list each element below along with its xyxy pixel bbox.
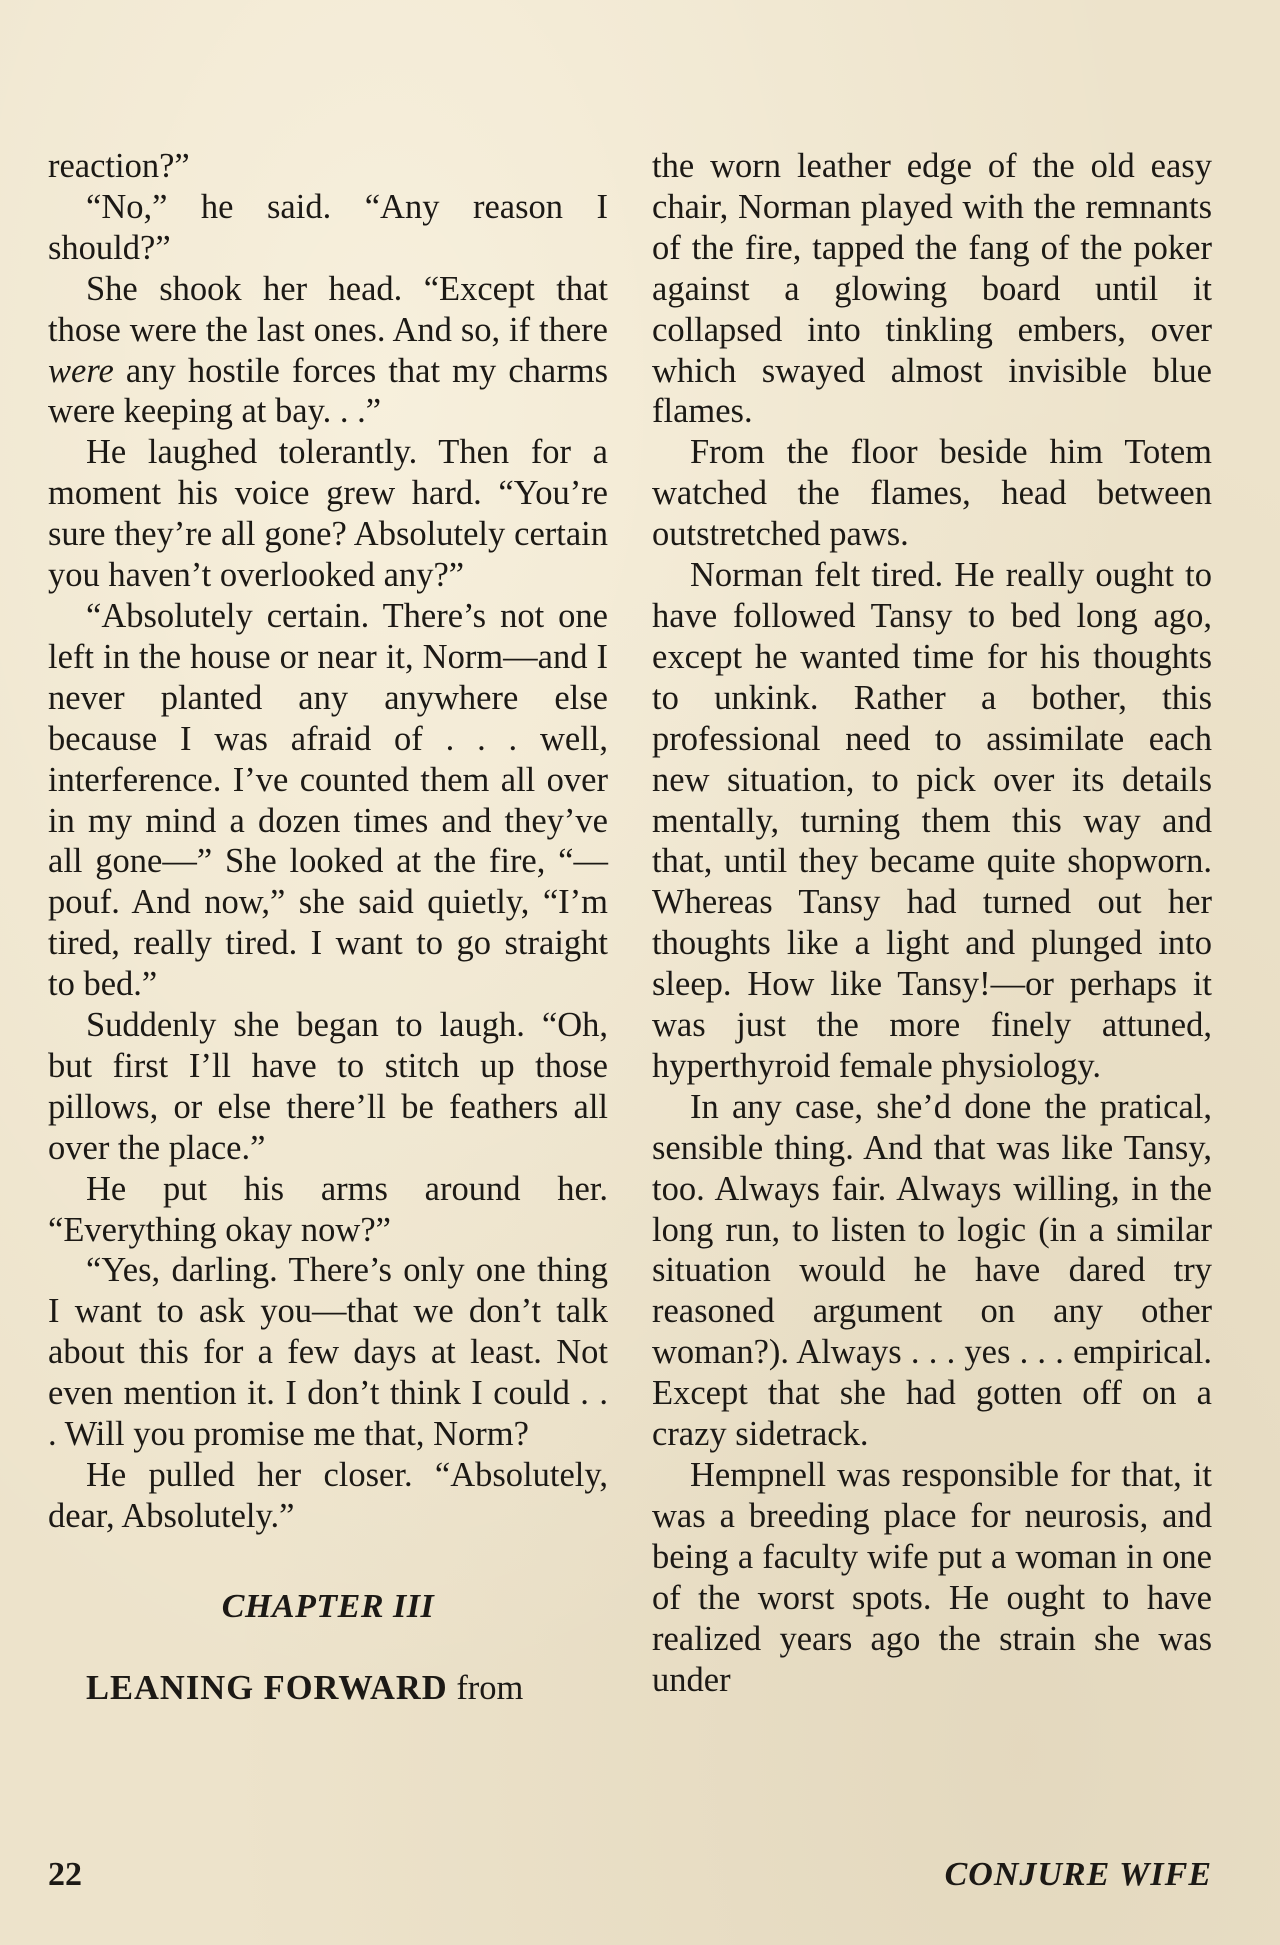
left-column: [48, 146, 608, 1709]
paragraph: In any case, she’d done the pratical, sensible thing. And that was like Tansy, too. Always fair. Always willing, in the long run, to listen to logic (in a similar situation would he have dared try reasoned argument on any other woman?). Always . . . yes . . . empirical. Except that she had gotten off on a crazy sidetrack.: [652, 1087, 1212, 1454]
text-run: She shook her head. “Except that those were the last ones. And so, if there: [48, 269, 608, 349]
text-run: from: [447, 1668, 524, 1707]
chapter-lead-in: LEANING FORWARD: [86, 1668, 448, 1707]
paragraph: “Yes, darling. There’s only one thing I want to ask you—that we don’t talk about this for a few days at least. Not even mention it. I don’t think I could . . . Will you promise me that, Norm?: [48, 1251, 608, 1454]
right-column: [652, 146, 1212, 1700]
running-title: CONJURE WIFE: [944, 1856, 1212, 1893]
paragraph: [48, 1668, 608, 1709]
paragraph: reaction?”: [48, 147, 190, 185]
paragraph: “No,” he said. “Any reason I should?”: [48, 187, 608, 267]
paragraph: “Absolutely certain. There’s not one left in the house or near it, Norm—and I never planted any anywhere else because I was afraid of . . . well, interference. I’ve counted them all over in my mind a dozen times and they’ve all gone—” She looked at the fire, “—pouf. And now,” she said quietly, “I’m tired, really tired. I want to go straight to bed.”: [48, 596, 608, 1004]
paragraph: From the floor beside him Totem watched the flames, head between outstretched paws.: [652, 433, 1212, 554]
paragraph: the worn leather edge of the old easy chair, Norman played with the remnants of the fire, tapped the fang of the poker against a glowing board until it collapsed into tinkling embers, over which swayed almost invisible blue flames.: [652, 147, 1212, 431]
emphasis: were: [48, 351, 114, 390]
paragraph: Hempnell was responsible for that, it was a breeding place for neurosis, and being a faculty wife put a woman in one of the worst spots. He ought to have realized years ago the strain she was under: [652, 1456, 1212, 1699]
paragraph: He put his arms around her. “Everything okay now?”: [48, 1169, 608, 1249]
paragraph: Suddenly she began to laugh. “Oh, but first I’ll have to stitch up those pillows, or else there’ll be feathers all over the place.”: [48, 1006, 608, 1167]
paragraph: [48, 269, 608, 433]
paragraph: He laughed tolerantly. Then for a moment his voice grew hard. “You’re sure they’re all gone? Absolutely certain you haven’t overlooked any?”: [48, 433, 608, 595]
chapter-heading: CHAPTER III: [221, 1587, 435, 1625]
text-run: any hostile forces that my charms were keeping at bay. . .”: [48, 351, 608, 431]
paragraph: Norman felt tired. He really ought to have followed Tansy to bed long ago, except he wanted time for his thoughts to unkink. Rather a bother, this professional need to assimilate each new situation, to pick over its details mentally, turning them this way and that, until they became quite shopworn. Whereas Tansy had turned out her thoughts like a light and plunged into sleep. How like Tansy!—or perhaps it was just the more finely attuned, hyperthyroid female physiology.: [652, 556, 1212, 1085]
page-number: 22: [48, 1856, 82, 1893]
paragraph: He pulled her closer. “Absolutely, dear, Absolutely.”: [48, 1456, 608, 1535]
